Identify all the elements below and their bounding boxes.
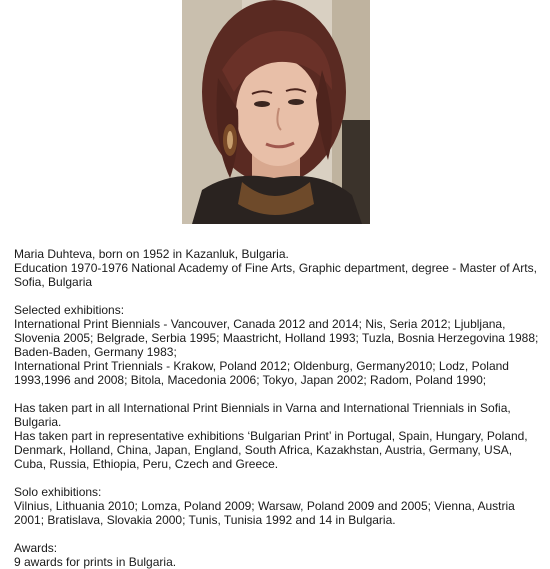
selected-exhibitions-heading: Selected exhibitions: (14, 303, 125, 317)
spacer (14, 527, 540, 541)
portrait-image (182, 0, 370, 224)
spacer (14, 471, 540, 485)
spacer (14, 289, 540, 303)
artist-portrait (182, 0, 370, 224)
bio-education: Education 1970-1976 National Academy of Fine Arts, Graphic department, degree - Master of Arts, Sofia, Bulgaria (14, 261, 537, 289)
biography (14, 247, 540, 569)
varna-sofia-participation: Has taken part in all International Print Biennials in Varna and International Triennials in Sofia, Bulgaria. (14, 401, 511, 429)
print-triennials: International Print Triennials - Krakow, Poland 2012; Oldenburg, Germany2010; Lodz, Poland 1993,1996 and 2008; Bitola, Macedonia 2006; Tokyo, Japan 2002; Radom, Poland 1990; (14, 359, 509, 387)
spacer (14, 387, 540, 401)
print-biennials: International Print Biennials - Vancouver, Canada 2012 and 2014; Nis, Seria 2012; Ljubljana, Slovenia 2005; Belgrade, Serbia 1995; Maastricht, Holland 1993; Tuzla, Bosnia Herzegovina 1988; Baden-Baden, Germany 1983; (14, 317, 539, 359)
solo-exhibitions: Vilnius, Lithuania 2010; Lomza, Poland 2009; Warsaw, Poland 2009 and 2005; Vienna, Austria 2001; Bratislava, Slovakia 2000; Tunis, Tunisia 1992 and 14 in Bulgaria. (14, 499, 515, 527)
awards-heading: Awards: (14, 541, 58, 555)
representative-exhibitions: Has taken part in representative exhibitions ‘Bulgarian Print’ in Portugal, Spain, Hungary, Poland, Denmark, Holland, China, Japan, England, South Africa, Kazakhstan, Austria, Germany, USA, Cuba, Russia, Ethiopia, Peru, Czech and Greece. (14, 429, 528, 471)
bio-intro: Maria Duhteva, born on 1952 in Kazanluk, Bulgaria. (14, 247, 289, 261)
solo-exhibitions-heading: Solo exhibitions: (14, 485, 102, 499)
awards-text: 9 awards for prints in Bulgaria. (14, 555, 177, 569)
